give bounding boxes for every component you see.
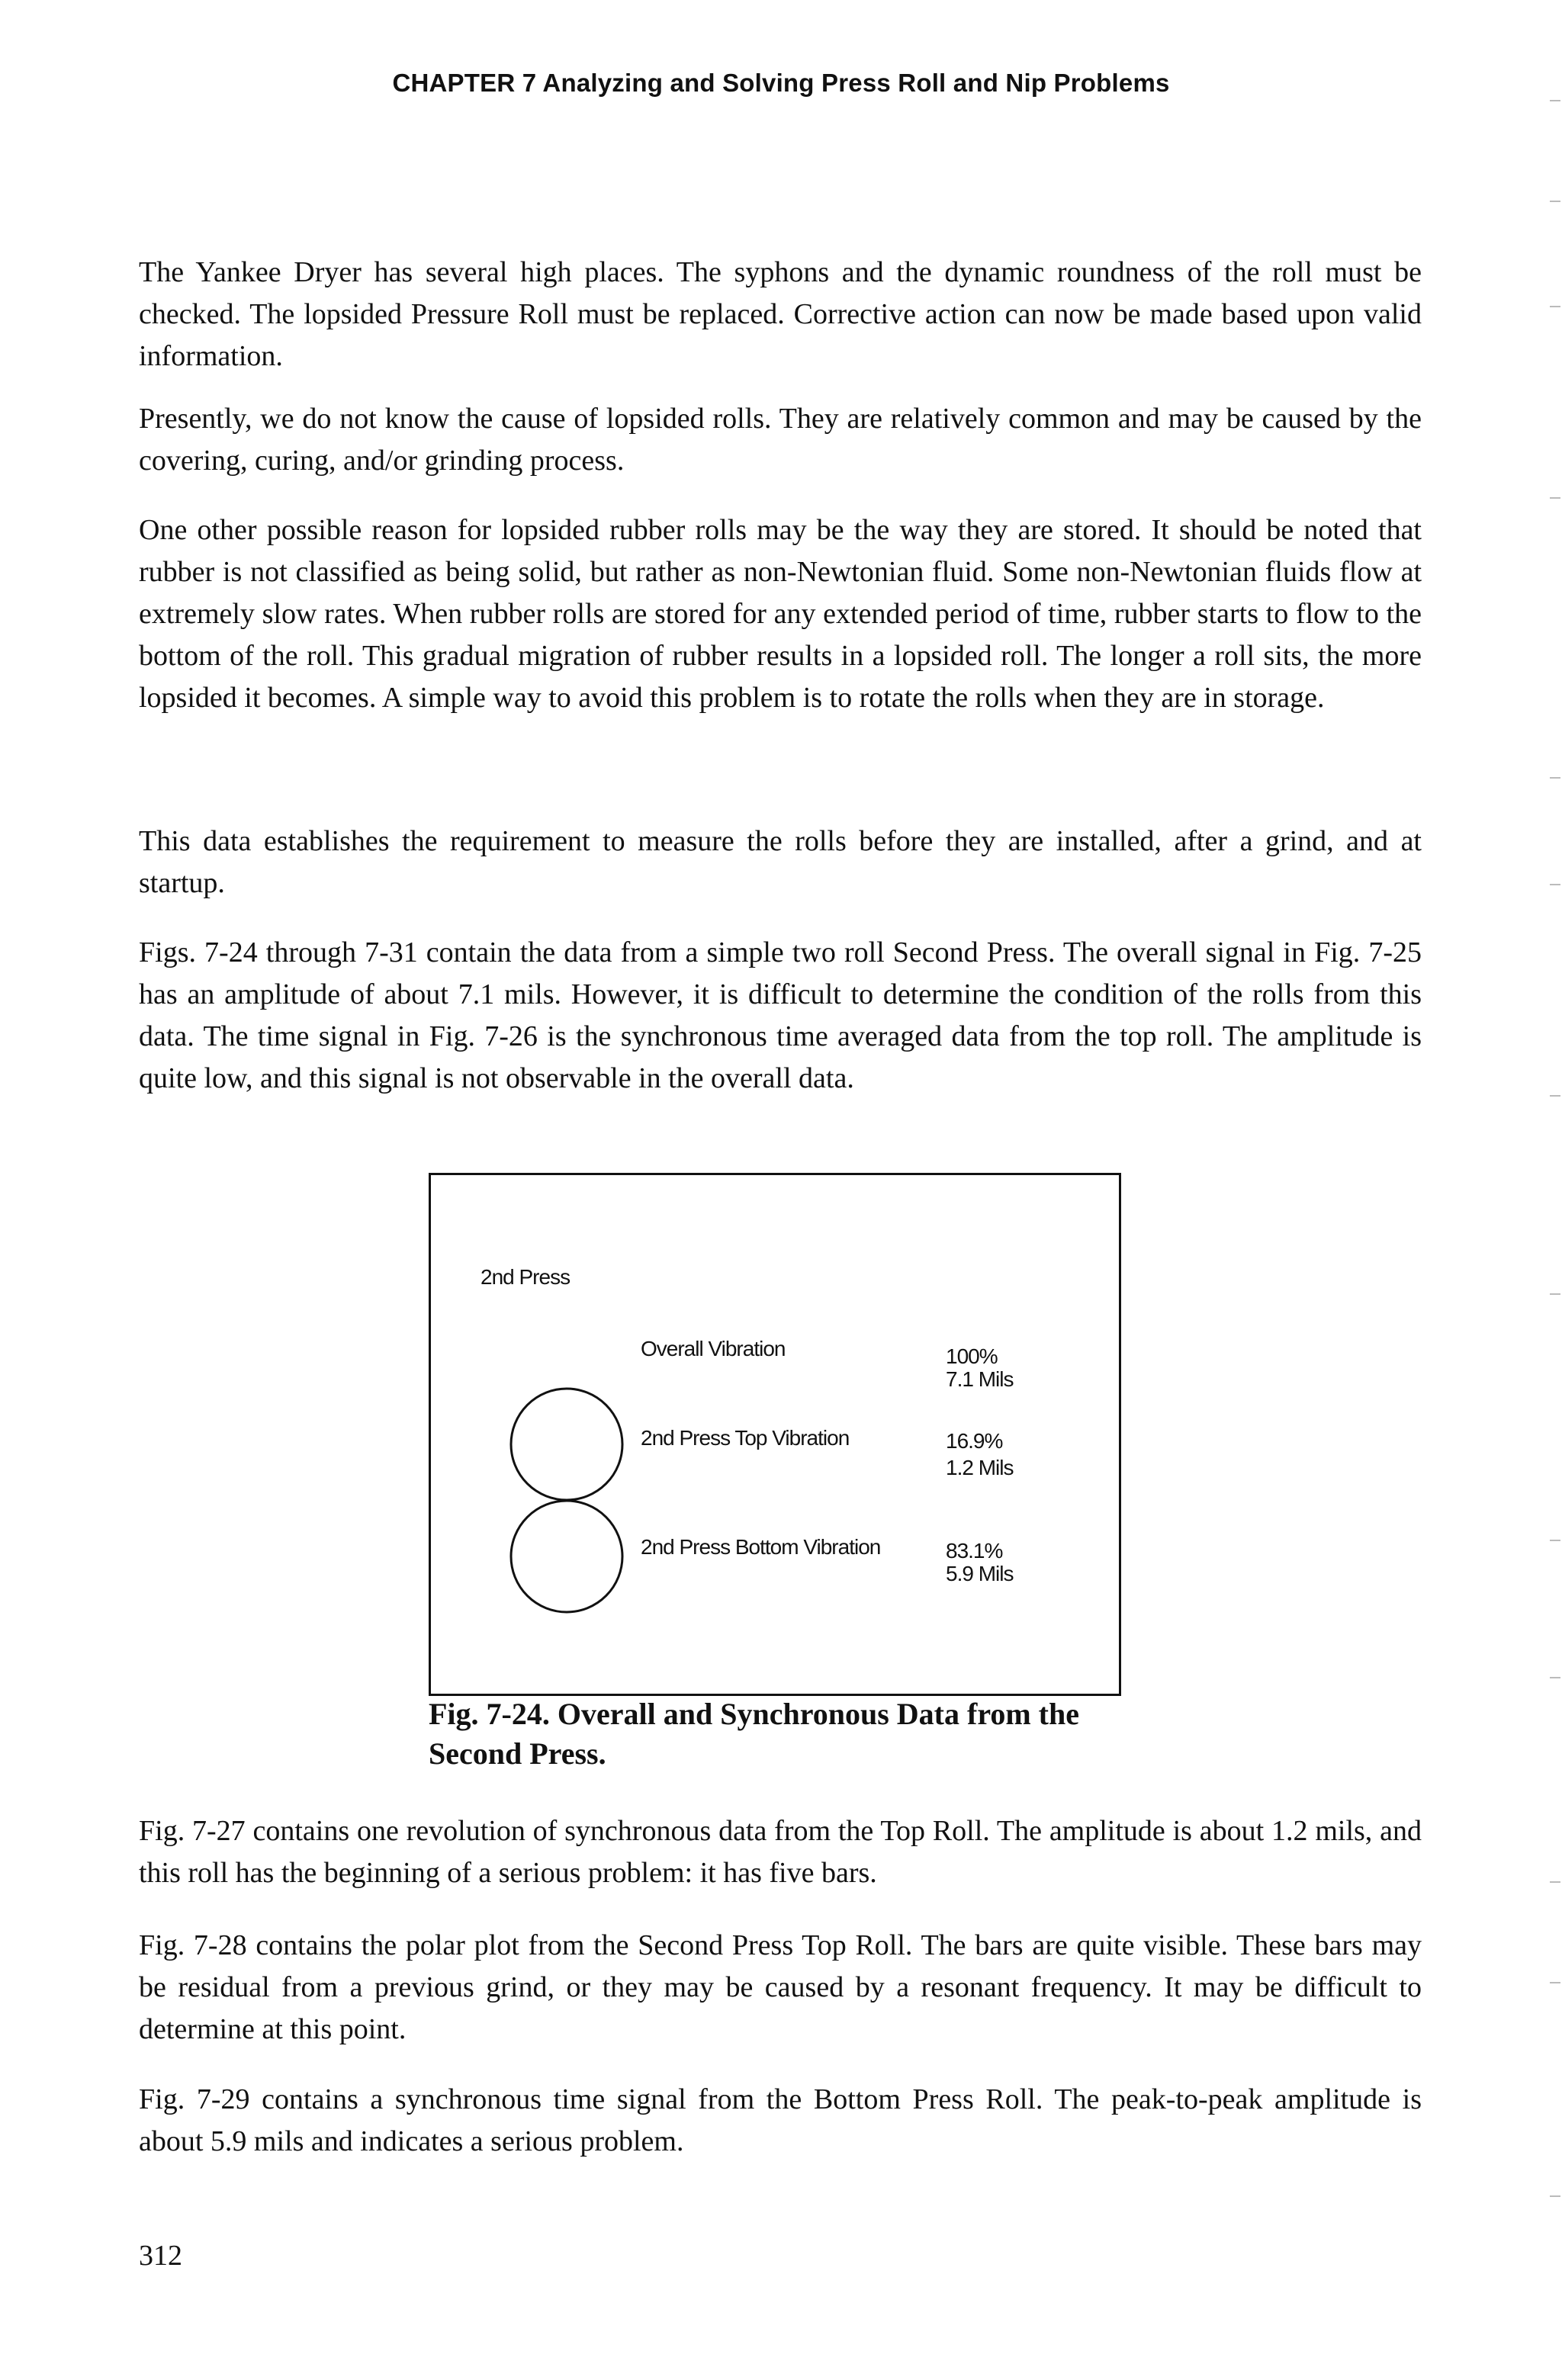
bottom-vibration-label: 2nd Press Bottom Vibration <box>641 1535 881 1559</box>
paragraph-6: Fig. 7-27 contains one revolution of synchronous data from the Top Roll. The amplitude is about 1.2 mils, and this roll has the beginning of a serious problem: it has five bars. <box>139 1815 1422 1889</box>
paragraph-3: One other possible reason for lopsided rubber rolls may be the way they are stored. It should be noted that rubber is not classified as being solid, but rather as non-Newtonian fluid. Some non-Newtonian fluids flow at extremely slow rates. When rubber rolls are stored for any extended period of time, rubber starts to flow to the bottom of the roll. This gradual migration of rubber results in a lopsided roll. The longer a roll sits, the more lopsided it becomes. A simple way to avoid this problem is to rotate the rolls when they are in storage. <box>139 514 1422 714</box>
chapter-header: CHAPTER 7 Analyzing and Solving Press Roll and Nip Problems <box>392 69 1170 97</box>
bottom-roll-icon <box>511 1501 622 1612</box>
page-number: 312 <box>139 2240 182 2272</box>
margin-tick-marks <box>1531 0 1562 2380</box>
paragraph-2: Presently, we do not know the cause of lopsided rolls. They are relatively common and may be caused by the covering, curing, and/or grinding process. <box>139 403 1422 477</box>
bottom-vibration-mils: 5.9 Mils <box>946 1562 1014 1585</box>
paragraph-1: The Yankee Dryer has several high places. The syphons and the dynamic roundness of the roll must be checked. The lopsided Pressure Roll must be replaced. Corrective action can now be made based upon valid information. <box>139 256 1422 372</box>
top-vibration-mils: 1.2 Mils <box>946 1456 1014 1479</box>
top-roll-icon <box>511 1389 622 1500</box>
paragraph-4: This data establishes the requirement to measure the rolls before they are installed, after a grind, and at startup. <box>139 825 1422 899</box>
paragraph-8: Fig. 7-29 contains a synchronous time signal from the Bottom Press Roll. The peak-to-peak amplitude is about 5.9 mils and indicates a serious problem. <box>139 2083 1422 2157</box>
paragraph-5: Figs. 7-24 through 7-31 contain the data from a simple two roll Second Press. The overall signal in Fig. 7-25 has an amplitude of about 7.1 mils. However, it is difficult to determine the condition of the rolls from this data. The time signal in Fig. 7-26 is the synchronous time averaged data from the top roll. The amplitude is quite low, and this signal is not observable in the overall data. <box>139 936 1422 1094</box>
top-vibration-label: 2nd Press Top Vibration <box>641 1426 850 1450</box>
overall-vibration-label: Overall Vibration <box>641 1337 786 1360</box>
figure-caption: Fig. 7-24. Overall and Synchronous Data from the Second Press. <box>429 1697 1079 1771</box>
figure-7-24 <box>429 1173 1121 1696</box>
top-vibration-percent: 16.9% <box>946 1429 1003 1453</box>
paragraph-7: Fig. 7-28 contains the polar plot from the Second Press Top Roll. The bars are quite visible. These bars may be residual from a previous grind, or they may be caused by a resonant frequency. It may be difficult to determine at this point. <box>139 1929 1422 2045</box>
overall-vibration-mils: 7.1 Mils <box>946 1367 1014 1391</box>
bottom-vibration-percent: 83.1% <box>946 1539 1003 1563</box>
figure-title: 2nd Press <box>480 1265 570 1289</box>
overall-vibration-percent: 100% <box>946 1344 998 1368</box>
